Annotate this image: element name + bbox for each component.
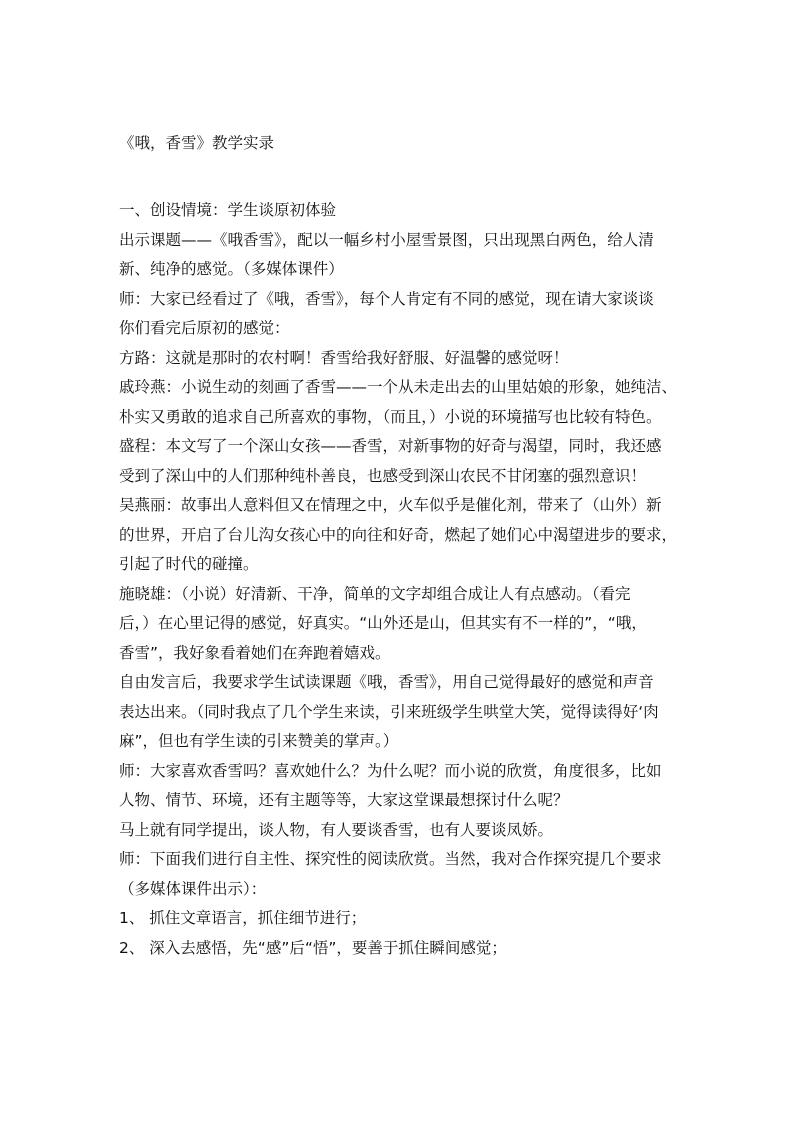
paragraph-line: 表达出来。（同时我点了几个学生来读，引来班级学生哄堂大笑，觉得读得好‘肉 (119, 702, 659, 721)
list-item: 1、 抓住文章语言，抓住细节进行； (119, 909, 367, 927)
list-item: 2、 深入去感悟，先“感”后“悟”，要善于抓住瞬间感觉； (119, 938, 507, 957)
paragraph-line: 后，）在心里记得的感觉，好真实。“山外还是山，但其实有不一样的”，“哦， (119, 614, 647, 632)
paragraph-line: 人物、情节、环境，还有主题等等，大家这堂课最想探讨什么呢？ (119, 791, 569, 809)
paragraph-line: 自由发言后，我要求学生试读课题《哦，香雪》，用自己觉得最好的感觉和声音 (119, 673, 654, 691)
document-body (119, 196, 679, 963)
paragraph-line: 师：大家喜欢香雪吗？喜欢她什么？为什么呢？而小说的欣赏，角度很多，比如 (119, 761, 662, 780)
paragraph-line: 吴燕丽：故事出人意料但又在情理之中，火车似乎是催化剂，带来了（山外）新 (119, 496, 662, 514)
paragraph-line: 朴实又勇敢的追求自己所喜欢的事物，（而且，）小说的环境描写也比较有特色。 (119, 407, 662, 426)
paragraph-line: 盛程：本文写了一个深山女孩——香雪，对新事物的好奇与渴望，同时，我还感 (119, 437, 662, 455)
paragraph-line: 新、纯净的感觉。（多媒体课件） (119, 260, 344, 278)
paragraph-line: 师：下面我们进行自主性、探究性的阅读欣赏。当然，我对合作探究提几个要求 (119, 850, 662, 868)
paragraph-line: 施晓雄：（小说）好清新、干净，简单的文字却组合成让人有点感动。（看完 (119, 584, 631, 603)
section-heading: 一、创设情境：学生谈原初体验 (119, 201, 337, 219)
paragraph-line: 受到了深山中的人们那种纯朴善良，也感受到深山农民不甘闭塞的强烈意识！ (119, 466, 647, 485)
paragraph-line: （多媒体课件出示）： (119, 879, 267, 898)
paragraph-line: 戚玲燕：小说生动的刻画了香雪——一个从未走出去的山里姑娘的形象，她纯洁、 (119, 378, 678, 396)
paragraph-line: 师：大家已经看过了《哦，香雪》，每个人肯定有不同的感觉，现在请大家谈谈 (119, 289, 654, 308)
paragraph-line: 出示课题——《哦香雪》，配以一幅乡村小屋雪景图，只出现黑白两色，给人清 (119, 230, 654, 249)
paragraph-line: 的世界，开启了台儿沟女孩心中的向往和好奇，燃起了她们心中渴望进步的要求， (119, 525, 678, 544)
document-title: 《哦，香雪》教学实录 (119, 134, 275, 152)
paragraph-line: 麻”，但也有学生读的引来赞美的掌声。） (119, 732, 399, 750)
paragraph-line: 方路：这就是那时的农村啊！香雪给我好舒服、好温馨的感觉呀！ (119, 348, 569, 367)
paragraph-line: 香雪”，我好象看着她们在奔跑着嬉戏。 (119, 643, 391, 662)
paragraph-line: 你们看完后原初的感觉： (119, 319, 290, 337)
paragraph-line: 引起了时代的碰撞。 (119, 555, 259, 573)
paragraph-line: 马上就有同学提出，谈人物，有人要谈香雪，也有人要谈凤娇。 (119, 820, 554, 839)
